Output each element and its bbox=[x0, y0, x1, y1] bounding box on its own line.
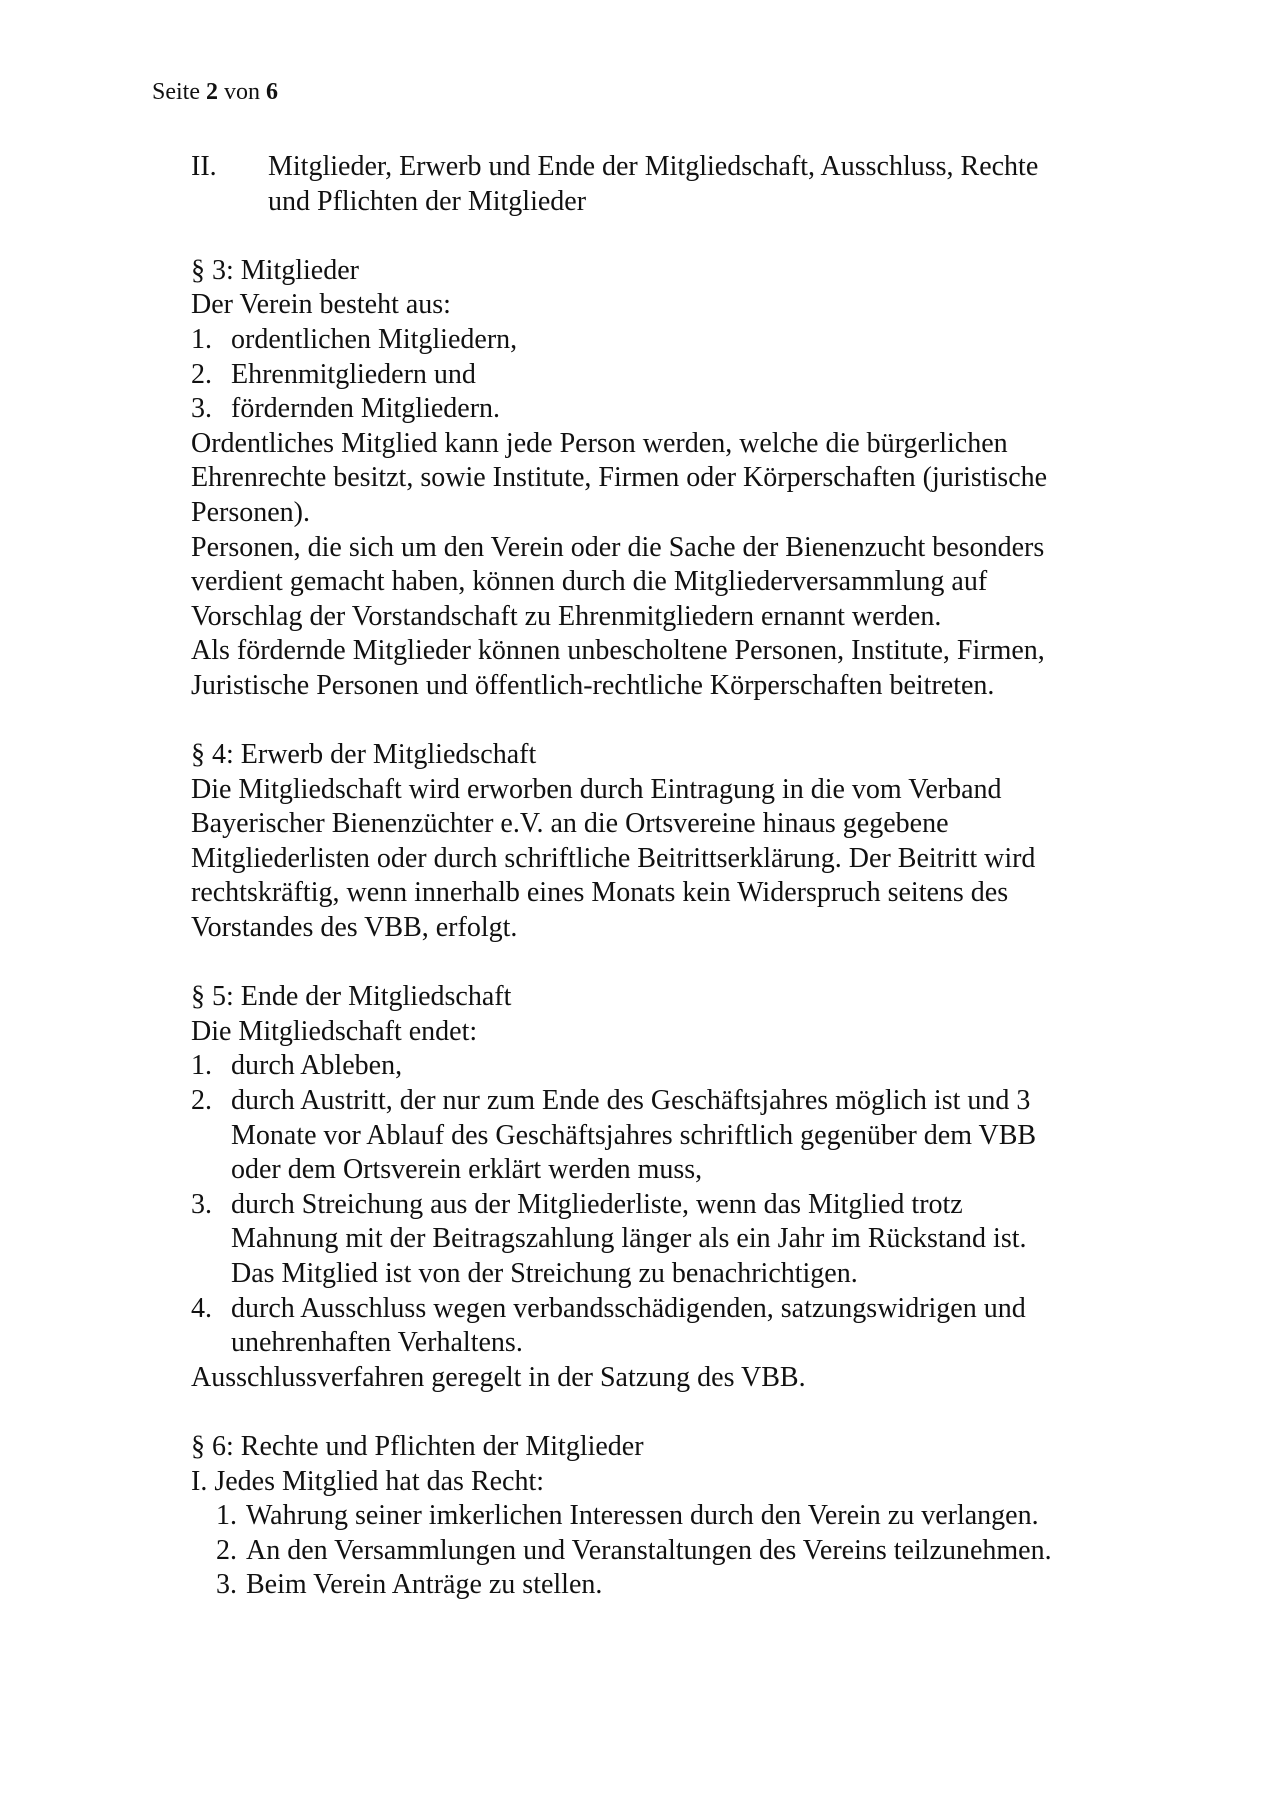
item-text: An den Versammlungen und Veranstaltungen des Vereins teilzunehmen. bbox=[246, 1534, 1052, 1566]
chapter-number: II. bbox=[191, 151, 217, 182]
item-text: Beim Verein Anträge zu stellen. bbox=[246, 1569, 603, 1601]
section-title: § 3: Mitglieder bbox=[191, 254, 359, 286]
current-page: 2 bbox=[206, 79, 218, 105]
section-intro: I. Jedes Mitglied hat das Recht: bbox=[191, 1465, 545, 1497]
item-text: ordentlichen Mitgliedern, bbox=[231, 323, 518, 355]
chapter-title-line: Mitglieder, Erwerb und Ende der Mitgliedschaft, Ausschluss, Rechte bbox=[268, 151, 1039, 182]
list-item bbox=[191, 1568, 1191, 1603]
paragraph-line: Ehrenrechte besitzt, sowie Institute, Firmen oder Körperschaften (juristische bbox=[191, 462, 1048, 494]
list-item bbox=[191, 1188, 1191, 1292]
item-text: Das Mitglied ist von der Streichung zu benachrichtigen. bbox=[231, 1258, 858, 1289]
section-closing: Ausschlussverfahren geregelt in der Satzung des VBB. bbox=[191, 1361, 806, 1393]
item-text: durch Streichung aus der Mitgliederliste, wenn das Mitglied trotz bbox=[231, 1188, 963, 1220]
section-6 bbox=[191, 1430, 1191, 1603]
section-5 bbox=[191, 980, 1191, 1395]
paragraph-line: Personen, die sich um den Verein oder die Sache der Bienenzucht besonders bbox=[191, 531, 1045, 563]
paragraph-line: Vorschlag der Vorstandschaft zu Ehrenmitgliedern ernannt werden. bbox=[191, 600, 942, 632]
item-number: 2. bbox=[191, 1085, 212, 1117]
page-of: von bbox=[224, 79, 260, 105]
paragraph-line: Die Mitgliedschaft wird erworben durch Eintragung in die vom Verband bbox=[191, 773, 1002, 805]
section-4 bbox=[191, 738, 1191, 946]
item-number: 4. bbox=[191, 1292, 212, 1324]
section-intro: Der Verein besteht aus: bbox=[191, 289, 451, 321]
item-number: 3. bbox=[191, 1188, 212, 1220]
item-text: oder dem Ortsverein erklärt werden muss, bbox=[231, 1154, 703, 1186]
section-title: § 6: Rechte und Pflichten der Mitglieder bbox=[191, 1430, 644, 1462]
item-text: durch Ausschluss wegen verbandsschädigenden, satzungswidrigen und bbox=[231, 1292, 1026, 1324]
paragraph-line: Juristische Personen und öffentlich-rechtliche Körperschaften beitreten. bbox=[191, 669, 995, 701]
item-number: 3. bbox=[216, 1569, 237, 1601]
paragraph-line: Ordentliches Mitglied kann jede Person werden, welche die bürgerlichen bbox=[191, 427, 1008, 459]
section-3 bbox=[191, 254, 1191, 704]
list-item bbox=[191, 1292, 1191, 1361]
item-number: 2. bbox=[216, 1534, 237, 1566]
item-number: 1. bbox=[191, 323, 212, 355]
document-body bbox=[191, 150, 1191, 1638]
chapter-title-line: und Pflichten der Mitglieder bbox=[268, 185, 587, 217]
item-number: 1. bbox=[191, 1050, 212, 1082]
page-label: Seite bbox=[152, 79, 200, 105]
list-item bbox=[191, 1084, 1191, 1188]
item-text: Wahrung seiner imkerlichen Interessen durch den Verein zu verlangen. bbox=[246, 1500, 1039, 1532]
paragraph-line: Bayerischer Bienenzüchter e.V. an die Ortsvereine hinaus gegebene bbox=[191, 808, 949, 840]
section-intro: Die Mitgliedschaft endet: bbox=[191, 1015, 478, 1047]
list-item bbox=[191, 392, 1191, 427]
total-pages: 6 bbox=[266, 79, 278, 105]
list-item bbox=[191, 323, 1191, 358]
paragraph-line: Als fördernde Mitglieder können unbescholtene Personen, Institute, Firmen, bbox=[191, 635, 1045, 667]
chapter-heading bbox=[191, 150, 1191, 219]
item-text: Monate vor Ablauf des Geschäftsjahres schriftlich gegenüber dem VBB bbox=[231, 1119, 1037, 1151]
paragraph-line: Vorstandes des VBB, erfolgt. bbox=[191, 912, 518, 944]
paragraph-line: Personen). bbox=[191, 496, 310, 528]
section-title: § 5: Ende der Mitgliedschaft bbox=[191, 981, 512, 1013]
item-number: 3. bbox=[191, 393, 212, 425]
paragraph-line: verdient gemacht haben, können durch die Mitgliederversammlung auf bbox=[191, 566, 988, 598]
item-text: Mahnung mit der Beitragszahlung länger als ein Jahr im Rückstand ist. bbox=[231, 1223, 1027, 1255]
paragraph-line: rechtskräftig, wenn innerhalb eines Monats kein Widerspruch seitens des bbox=[191, 877, 1009, 909]
item-text: durch Ableben, bbox=[231, 1050, 403, 1082]
list-item bbox=[191, 1534, 1191, 1569]
item-number: 2. bbox=[191, 358, 212, 390]
list-item bbox=[191, 358, 1191, 393]
list-item bbox=[191, 1499, 1191, 1534]
item-number: 1. bbox=[216, 1500, 237, 1532]
item-text: durch Austritt, der nur zum Ende des Geschäftsjahres möglich ist und 3 bbox=[231, 1085, 1031, 1117]
page-header bbox=[152, 78, 278, 106]
paragraph-line: Mitgliederlisten oder durch schriftliche Beitrittserklärung. Der Beitritt wird bbox=[191, 842, 1036, 874]
item-text: fördernden Mitgliedern. bbox=[231, 393, 501, 425]
item-text: Ehrenmitgliedern und bbox=[231, 358, 476, 390]
item-text: unehrenhaften Verhaltens. bbox=[231, 1327, 523, 1359]
list-item bbox=[191, 1049, 1191, 1084]
section-title: § 4: Erwerb der Mitgliedschaft bbox=[191, 739, 537, 771]
